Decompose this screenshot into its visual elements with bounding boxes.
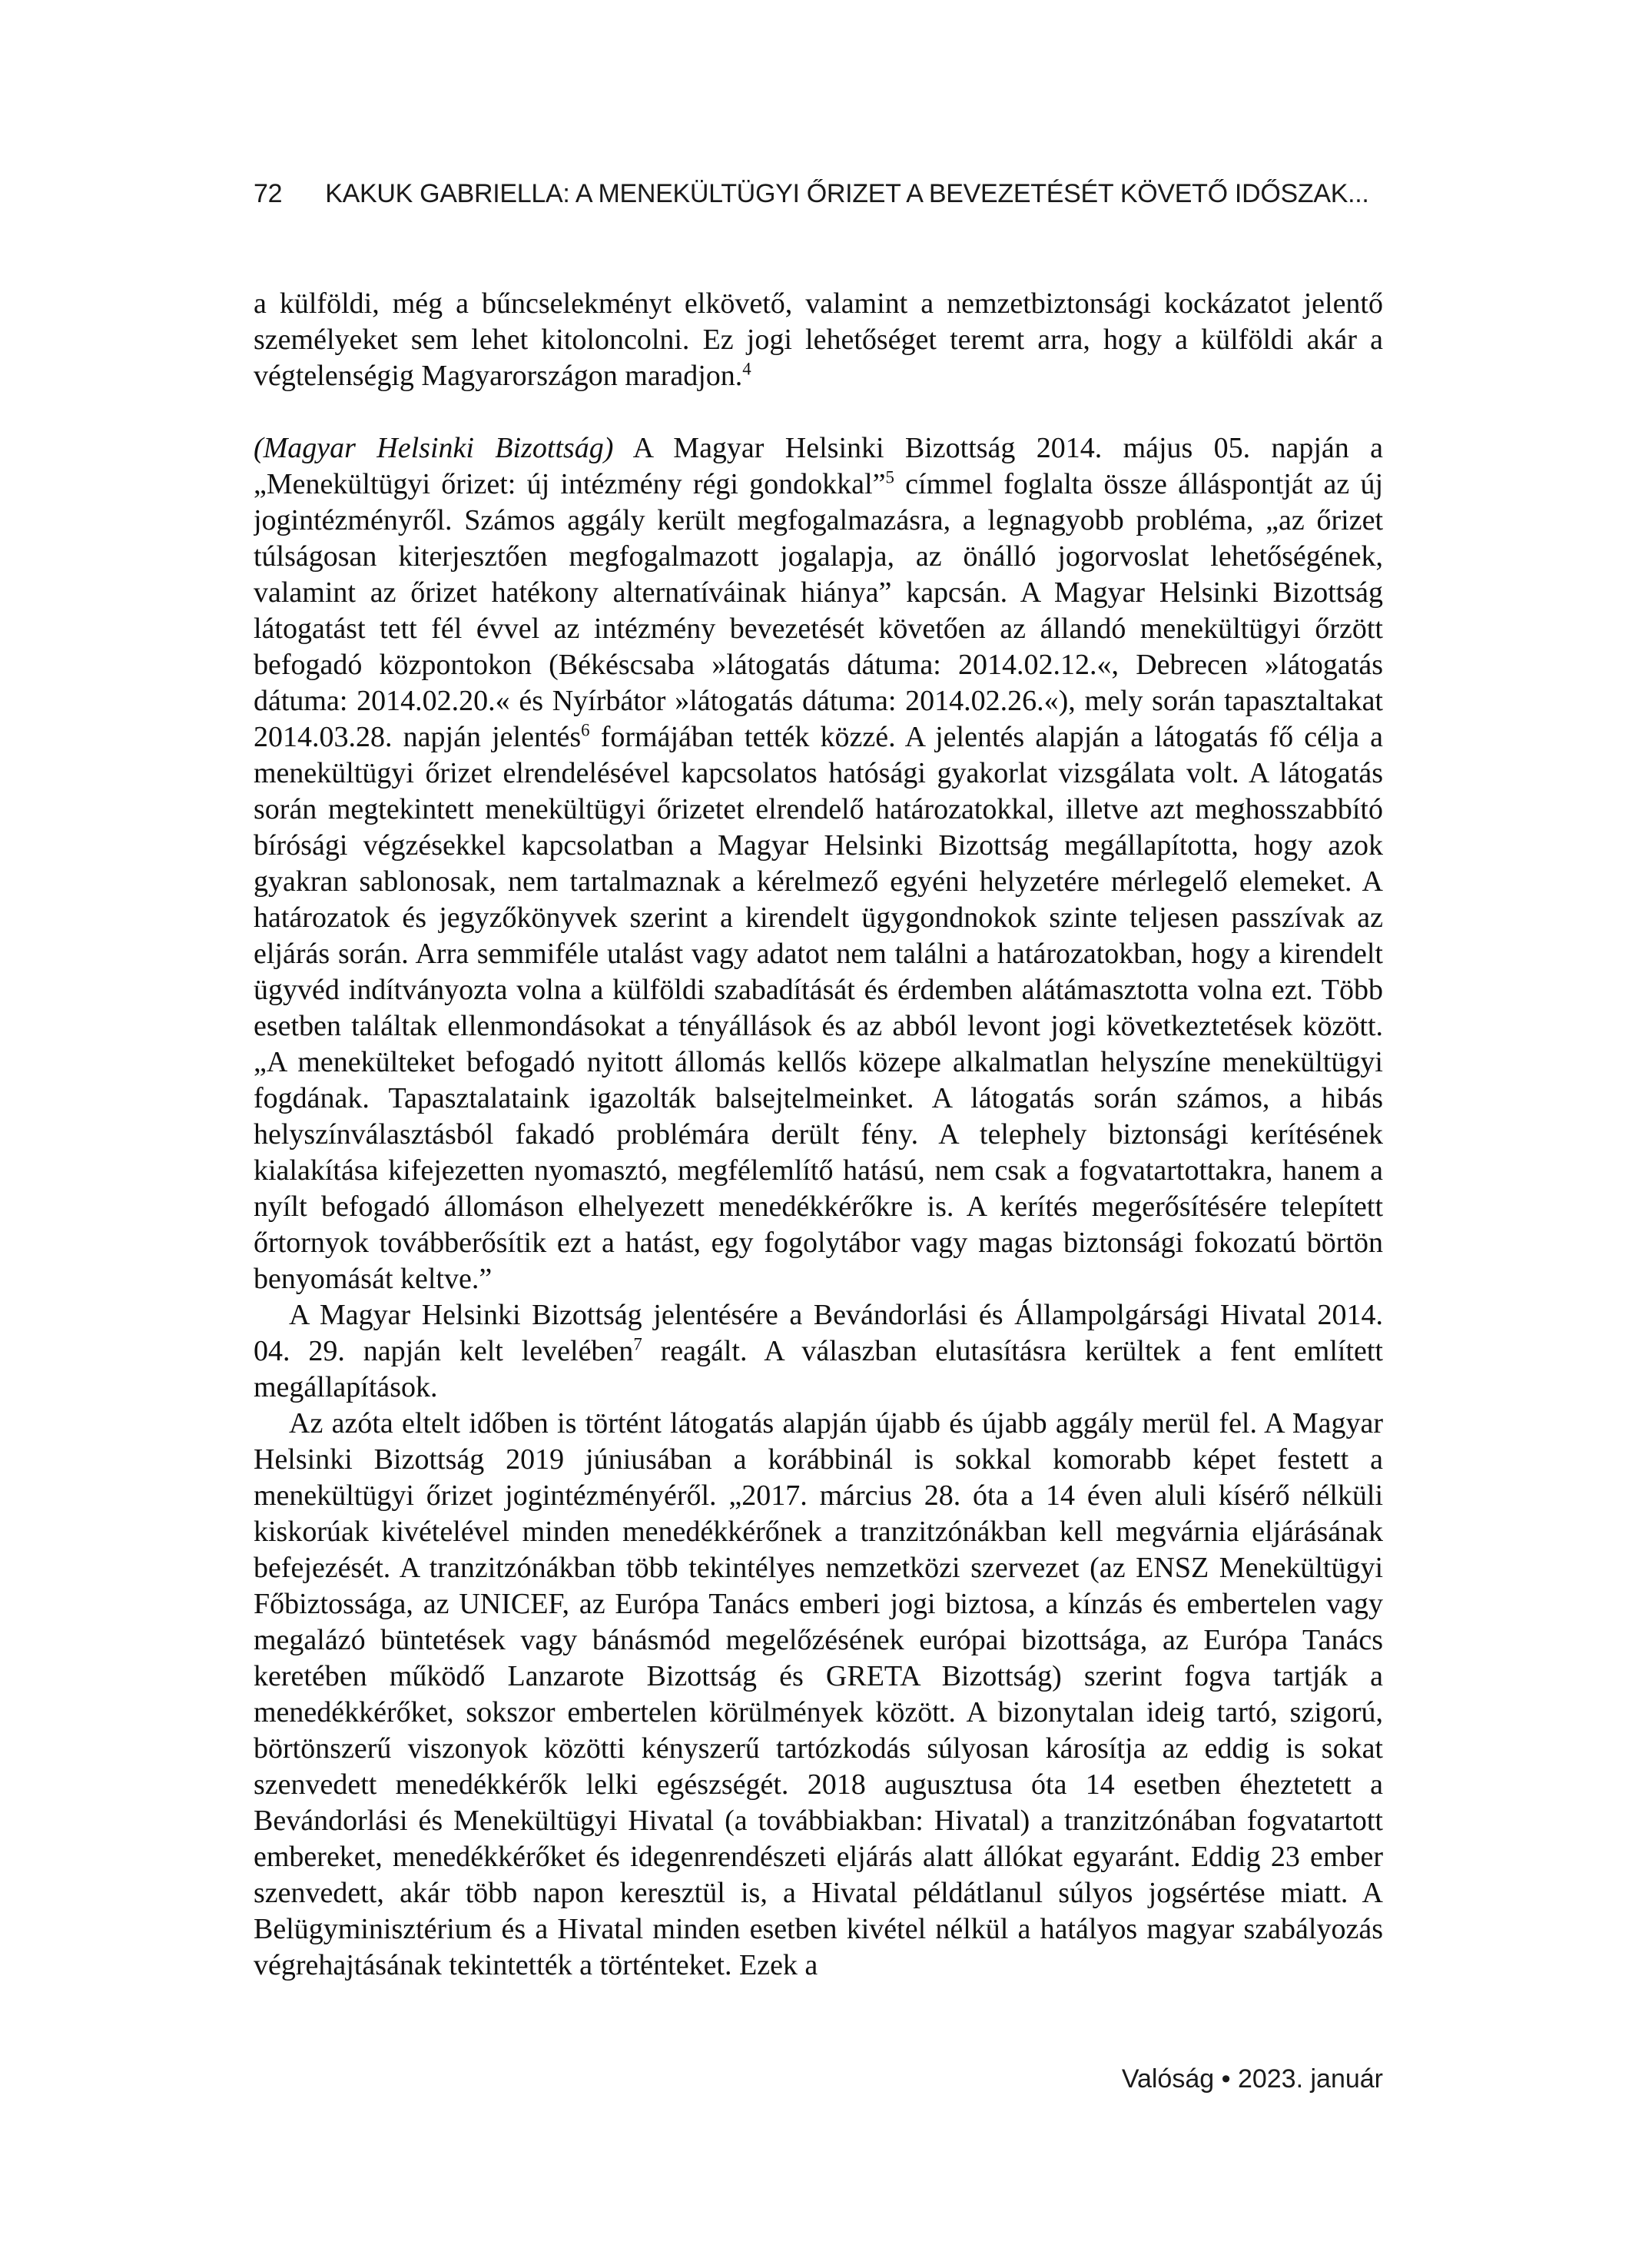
paragraph: Az azóta eltelt időben is történt látogatás alapján újabb és újabb aggály merül fel. A Magyar Helsinki Bizottság 2019 júniusában a korábbinál is sokkal komorabb képet festett a menekültügyi őrizet jogintézményéről. „2017. március 28. óta a 14 éven aluli kísérő nélküli kiskorúak kivételével minden menedékkérőnek a tranzitzónákban kell megvárnia eljárásának befejezését. A tranzitzónákban több tekintélyes nemzetközi szervezet (az ENSZ Menekültügyi Főbiztossága, az UNICEF, az Európa Tanács emberi jogi biztosa, a kínzás és embertelen vagy megalázó büntetések vagy bánásmód megelőzésének európai bizottsága, az Európa Tanács keretében működő Lanzarote Bizottság és GRETA Bizottság) szerint fogva tartják a menedékkérőket, sokszor embertelen körülmények között. A bizonytalan ideig tartó, szigorú, börtönszerű viszonyok közötti kényszerű tartózkodás súlyosan károsítja az eddig is sokat szenvedett menedékkérők lelki egészségét. 2018 augusztusa óta 14 esetben éheztetett a Bevándorlási és Menekültügyi Hivatal (a továbbiakban: Hivatal) a tranzitzónában fogvatartott embereket, menedékkérőket és idegenrendészeti eljárás alatt állókat egyaránt. Eddig 23 ember szenvedett, akár több napon keresztül is, a Hivatal példátlanul súlyos jogsértése miatt. A Belügyminisztérium és a Hivatal minden esetben kivétel nélkül a hatályos magyar szabályozás végrehajtásának tekintették a történteket. Ezek a <box>254 1407 1383 1981</box>
paragraph: (Magyar Helsinki Bizottság) A Magyar Helsinki Bizottság 2014. május 05. napján a „Menekültügyi őrizet: új intézmény régi gondokkal”$^5$ címmel foglalta össze álláspontját az új jogintézményről. Számos aggály került megfogalmazásra, a legnagyobb probléma, „az őrizet túlságosan kiterjesztően megfogalmazott jogalapja, az önálló jogorvoslat lehetőségének, valamint az őrizet hatékony alternatíváinak hiánya” kapcsán. A Magyar Helsinki Bizottság látogatást tett fél évvel az intézmény bevezetését követően az állandó menekültügyi őrzött befogadó központokon (Békéscsaba »látogatás dátuma: 2014.02.12.«, Debrecen »látogatás dátuma: 2014.02.20.« és Nyírbátor »látogatás dátuma: 2014.02.26.«), mely során tapasztaltakat 2014.03.28. napján jelentés$^6$ formájában tették közzé. A jelentés alapján a látogatás fő célja a menekültügyi őrizet elrendelésével kapcsolatos hatósági gyakorlat vizsgálata volt. A látogatás során megtekintett menekültügyi őrizetet elrendelő határozatokkal, illetve azt meghosszabbító bírósági végzésekkel kapcsolatban a Magyar Helsinki Bizottság megállapította, hogy azok gyakran sablonosak, nem tartalmaznak a kérelmező egyéni helyzetére mérlegelő elemeket. A határozatok és jegyzőkönyvek szerint a kirendelt ügygondnokok szinte teljesen passzívak az eljárás során. Arra semmiféle utalást vagy adatot nem találni a határozatokban, hogy a kirendelt ügyvéd indítványozta volna a külföldi szabadítását és érdemben alátámasztotta volna ezt. Több esetben találtak ellenmondásokat a tényállások és az abból levont jogi következtetések között. „A menekülteket befogadó nyitott állomás kellős közepe alkalmatlan helyszíne menekültügyi fogdának. Tapasztalataink igazolták balsejtelmeinket. A látogatás során számos, a hibás helyszínválasztásból fakadó problémára derült fény. A telephely biztonsági kerítésének kialakítása kifejezetten nyomasztó, megfélemlítő hatású, nem csak a fogvatartottakra, hanem a nyílt befogadó állomáson elhelyezett menedékkérőkre is. A kerítés megerősítésére telepített őrtornyok továbberősítik ezt a hatást, egy fogolytábor vagy magas biztonsági fokozatú börtön benyomását keltve.” <box>254 432 1383 1295</box>
paragraph: A Magyar Helsinki Bizottság jelentésére a Bevándorlási és Állampolgársági Hivatal 2014. 04. 29. napján kelt levelében$^7$ reagált. A válaszban elutasításra kerültek a fent említett megállapítások. <box>254 1299 1383 1403</box>
running-title: KAKUK GABRIELLA: A MENEKÜLTÜGYI ŐRIZET A BEVEZETÉSÉT KÖVETŐ IDŐSZAK... <box>325 179 1369 208</box>
body-text <box>254 286 1383 2038</box>
running-header <box>254 179 1388 209</box>
journal-footer: Valóság • 2023. január <box>1121 2064 1383 2094</box>
footnote-reference: 6 <box>581 720 590 740</box>
italic-lead-in: (Magyar Helsinki Bizottság) <box>254 432 614 464</box>
footnote-reference: 5 <box>885 467 894 487</box>
footnote-reference: 7 <box>633 1334 642 1354</box>
page-number: 72 <box>254 179 283 208</box>
paragraph: a külföldi, még a bűncselekményt elkövető, valamint a nemzetbiztonsági kockázatot jelentő személyeket sem lehet kitoloncolni. Ez jogi lehetőséget teremt arra, hogy a külföldi akár a végtelenségig Magyarországon maradjon.$^4$ <box>254 287 1383 392</box>
footnote-reference: 4 <box>742 359 751 379</box>
